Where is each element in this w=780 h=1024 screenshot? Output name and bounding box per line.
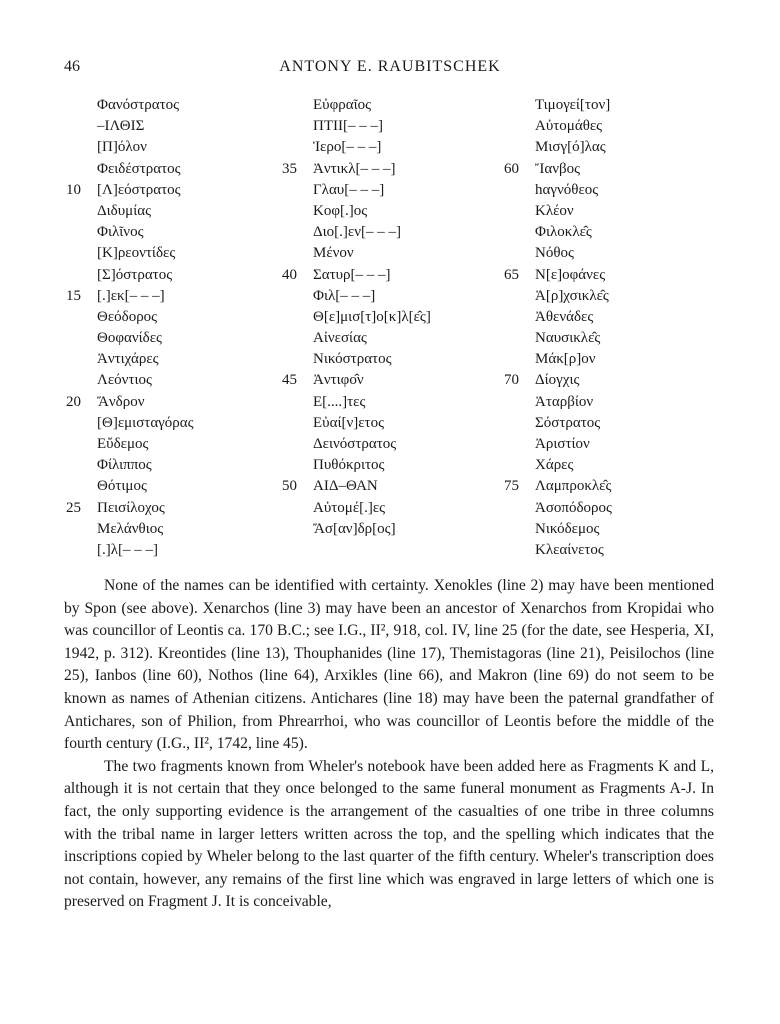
inscription-line [535,349,612,370]
inscription-name: Ἀ[ρ]χσικλε̂ς [535,287,609,304]
inscription-line [97,201,194,222]
inscription-name: Εὐφραῖος [313,97,372,113]
inscription-name: Διο[.]εν[– – –] [313,224,401,241]
inscription-line [313,243,431,264]
inscription-name: Δίογχις [535,372,580,389]
inscription-line [313,349,431,370]
inscription-name: Αἰνεσίας [313,330,367,347]
inscription-name: [Π]όλον [97,139,147,156]
inscription-line [313,392,431,413]
inscription-line [97,159,194,180]
inscription-name: –ΙΛΘΙΣ [97,118,145,135]
inscription-line [535,392,612,413]
inscription-line [66,498,194,519]
inscription-line [535,180,612,201]
inscription-line [66,180,194,201]
inscription-name: [.]εκ[– – –] [97,287,165,304]
inscription-name: Φανόστρατος [97,97,180,113]
inscription-name: [Λ]εόστρατος [97,181,181,198]
inscription-line [97,222,194,243]
inscription-name: Ἀντιχάρες [97,351,159,368]
line-number: 15 [66,287,81,304]
inscription-line [535,540,612,561]
inscription-name: Ἀσοπόδορος [535,499,612,516]
inscription-line [282,370,431,391]
inscription-line [313,434,431,455]
inscription-line [97,116,194,137]
inscription-name: Δεινόστρατος [313,436,397,452]
inscription-line [97,476,194,497]
inscription-name: Κοφ[.]ος [313,202,368,219]
inscription-name: Αὐτομέ[.]ες [313,499,386,516]
inscription-name: Θοφανίδες [97,330,162,347]
inscription-name: Ἴανβος [535,160,581,177]
inscription-name: Φιλῖνος [97,224,144,241]
inscription-line [535,243,612,264]
inscription-line [313,519,431,540]
inscription-line [97,370,194,391]
body-text [64,575,714,914]
inscription-name: Διδυμίας [97,202,152,219]
inscription-line [313,498,431,519]
inscription-line [66,286,194,307]
inscription-name: ΑΙΔ–ΘΑΝ [313,478,378,495]
inscription-line [97,307,194,328]
inscription-column-1 [66,95,194,561]
inscription-line [535,328,612,349]
page-header [0,58,780,82]
line-number: 25 [66,499,81,516]
inscription-line [313,95,431,116]
inscription-line [535,116,612,137]
inscription-name: Πεισίλοχος [97,499,165,516]
inscription-line [504,370,612,391]
inscription-name: Ναυσικλε̂ς [535,330,601,347]
page-number: 46 [64,58,80,75]
inscription-name: Κλέον [535,202,574,219]
inscription-name: Ἄνδρον [97,393,145,410]
paragraph: The two fragments known from Wheler's notebook have been added here as Fragments K and L, although it is not certain that they once belonged to the same funeral monument as Fragments A-J. In fact, the only supporting evidence is the arrangement of the casualties of one tribe in three columns with the tribal name in larger letters written across the top, and the spelling which indicates that the inscriptions copied by Wheler belong to the last quarter of the fifth century. Wheler's transcription does not contain, however, any remains of the first line which was engraved in large letters of which one is preserved on Fragment J. It is conceivable, [64,757,714,911]
inscription-name: Σατυρ[– – –] [313,266,391,283]
line-number: 40 [282,266,297,283]
inscription-line [282,159,431,180]
inscription-line [313,137,431,158]
inscription-name: Φιλοκλε̂ς [535,224,592,241]
inscription-line [504,476,612,497]
inscription-line [313,413,431,434]
inscription-line [313,455,431,476]
line-number: 65 [504,266,519,283]
inscription-name: Αὐτομάθες [535,118,603,135]
inscription-name: Νικόστρατος [313,351,392,368]
inscription-line [282,476,431,497]
inscription-line [535,222,612,243]
inscription-name: Νόθος [535,245,574,262]
inscription-name: Θότιμος [97,478,147,495]
inscription-line [97,540,194,561]
inscription-name: hαγνόθεος [535,181,599,198]
inscription-name: Γλαυ[– – –] [313,181,385,198]
inscription-name: Ἄσ[αν]δρ[ος] [313,520,396,537]
inscription-line [535,413,612,434]
inscription-name: Τιμογεί[τον] [535,97,611,113]
inscription-name: Φιλ[– – –] [313,287,376,304]
line-number: 70 [504,372,519,389]
inscription-line [504,159,612,180]
inscription-name: Σόστρατος [535,414,601,431]
inscription-name: Εὔδεμος [97,436,149,452]
inscription-line [97,349,194,370]
inscription-name: Ἀθενάδες [535,308,594,325]
inscription-name: Ε[....]τες [313,393,366,410]
inscription-line [313,116,431,137]
inscription-line [313,286,431,307]
inscription-name: ΠΤΙΙ[– – –] [313,118,383,135]
inscription-name: Θεόδορος [97,308,158,325]
inscription-line [313,180,431,201]
line-number: 45 [282,372,297,389]
inscription-line [535,498,612,519]
line-number: 35 [282,160,297,177]
line-number: 60 [504,160,519,177]
line-number: 10 [66,181,81,198]
inscription-line [313,328,431,349]
inscription-name: Ἀταρβίον [535,393,594,410]
inscription-name: Λεόντιος [97,372,152,389]
inscription-name: Μελάνθιος [97,520,164,537]
inscription-line [535,137,612,158]
inscription-line [535,307,612,328]
inscription-name: Χάρες [535,457,574,474]
inscription-line [97,455,194,476]
inscription-name: Ἱερο[– – –] [313,139,382,156]
inscription-line [97,434,194,455]
inscription-name: Θ[ε]μισ[τ]ο[κ]λ[ε̂ς] [313,308,431,325]
inscription-line [313,201,431,222]
line-number: 75 [504,478,519,495]
inscription-name: Ν[ε]οφάνες [535,266,606,283]
inscription-line [535,519,612,540]
inscription-column-3 [504,95,612,561]
inscription-line [66,392,194,413]
inscription-name: Νικόδεμος [535,520,600,537]
inscription-name: [Σ]όστρατος [97,266,173,283]
inscription-line [535,95,612,116]
inscription-name: [Κ]ρεοντίδες [97,245,176,262]
inscription-name: Μένον [313,245,354,262]
inscription-line [535,201,612,222]
inscription-name: [Θ]εμισταγόρας [97,414,194,431]
inscription-line [97,328,194,349]
paragraph: None of the names can be identified with certainty. Xenokles (line 2) may have been mentioned by Spon (see above). Xenarchos (line 3) may have been an ancestor of Xenarchos from Kropidai who was councillor of Leontis ca. 170 B.C.; see I.G., II², 918, col. IV, line 25 (for the date, see Hesperia, XI, 1942, p. 312). Kreontides (line 13), Thouphanides (line 17), Themistagoras (line 21), Peisilochos (line 25), Ianbos (line 60), Nothos (line 64), Arxikles (line 66), and Makron (line 69) do not seem to be known as names of Athenian citizens. Antichares (line 18) may have been the paternal grandfather of Antichares, son of Philion, from Phrearrhoi, who was councillor of Leontis before the middle of the fourth century (I.G., II², 1742, line 45). [64,577,714,753]
line-number: 20 [66,393,81,410]
line-number: 50 [282,478,297,495]
inscription-name: Μάκ[ρ]ον [535,351,596,368]
inscription-name: Ἀντικλ[– – –] [313,160,396,177]
inscription-line [535,455,612,476]
inscription-name: Κλεαίνετος [535,541,604,558]
inscription-name: [.]λ[– – –] [97,541,159,558]
inscription-line [282,265,431,286]
inscription-name: Μισγ[ό]λας [535,139,606,156]
inscription-line [535,286,612,307]
inscription-line [313,222,431,243]
inscription-name: Πυθόκριτος [313,457,385,474]
inscription-line [97,413,194,434]
inscription-line [97,137,194,158]
inscription-name: Ἀντιφο̂ν [313,372,364,389]
inscription-line [97,95,194,116]
inscription-name: Ἀριστίον [535,436,590,452]
inscription-line [97,243,194,264]
inscription-name: Φειδέστρατος [97,160,181,177]
inscription-name: Λαμπροκλε̂ς [535,478,612,495]
running-title: ANTONY E. RAUBITSCHEK [279,58,501,75]
inscription-line [97,519,194,540]
inscription-line [313,307,431,328]
inscription-line [97,265,194,286]
inscription-line [535,434,612,455]
inscription-name: Εὐαί[ν]ετος [313,414,385,431]
inscription-line [504,265,612,286]
inscription-name: Φίλιππος [97,457,152,474]
inscription-column-2 [282,95,431,540]
